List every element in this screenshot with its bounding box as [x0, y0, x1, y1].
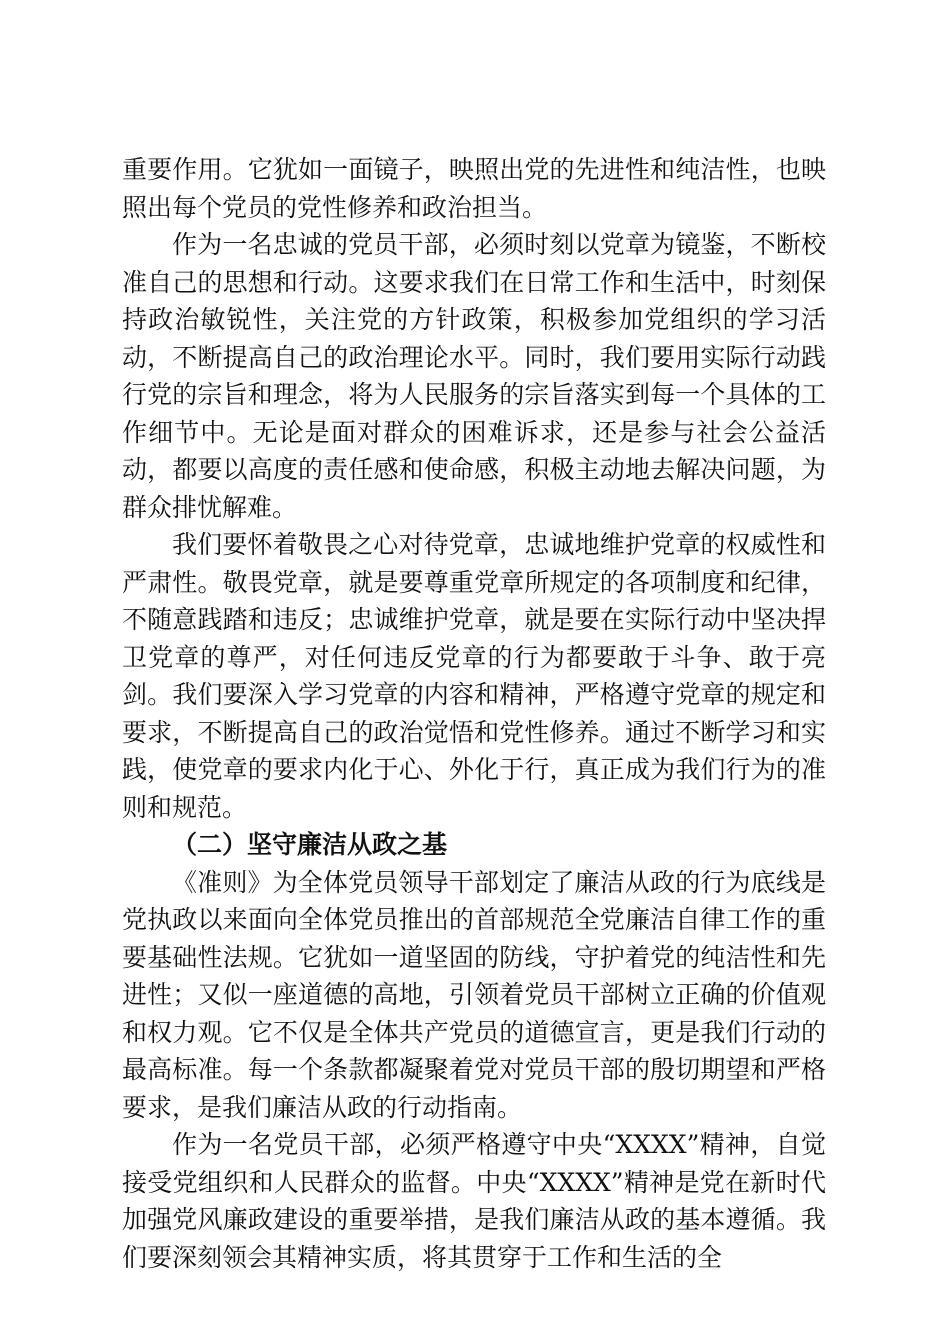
paragraph-guidelines: 《准则》为全体党员领导干部划定了廉洁从政的行为底线是党执政以来面向全体党员推出的首部规范全党廉洁自律工作的重要基础性法规。它犹如一道坚固的防线，守护着党的纯洁性和先进性；又似一座道德的高地，引领着党员干部树立正确的价值观和权力观。它不仅是全体共产党员的道德宣言，更是我们行动的最高标准。每一个条款都凝聚着党对党员干部的殷切期望和严格要求，是我们廉洁从政的行动指南。 [122, 867, 826, 1122]
document-page [122, 151, 826, 1276]
paragraph-respect-constitution: 我们要怀着敬畏之心对待党章，忠诚地维护党章的权威性和严肃性。敬畏党章，就是要尊重党章所规定的各项制度和纪律，不随意践踏和违反；忠诚维护党章，就是要在实际行动中坚决捍卫党章的尊严，对任何违反党章的行为都要敢于斗争、敢于亮剑。我们要深入学习党章的内容和精神，严格遵守党章的规定和要求，不断提高自己的政治觉悟和党性修养。通过不断学习和实践，使党章的要求内化于心、外化于行，真正成为我们行为的准则和规范。 [122, 530, 826, 822]
paragraph-continuation: 重要作用。它犹如一面镜子，映照出党的先进性和纯洁性，也映照出每个党员的党性修养和政治担当。 [122, 155, 826, 222]
section-heading: （二）坚守廉洁从政之基 [172, 830, 448, 859]
paragraph-central-spirit: 作为一名党员干部，必须严格遵守中央“XXXX”精神，自觉接受党组织和人民群众的监督。中央“XXXX”精神是党在新时代加强党风廉政建设的重要举措，是我们廉洁从政的基本遵循。我们要深刻领会其精神实质，将其贯穿于工作和生活的全 [122, 1130, 826, 1272]
paragraph-party-constitution-mirror: 作为一名忠诚的党员干部，必须时刻以党章为镜鉴，不断校准自己的思想和行动。这要求我们在日常工作和生活中，时刻保持政治敏锐性，关注党的方针政策，积极参加党组织的学习活动，不断提高自己的政治理论水平。同时，我们要用实际行动践行党的宗旨和理念，将为人民服务的宗旨落实到每一个具体的工作细节中。无论是面对群众的困难诉求，还是参与社会公益活动，都要以高度的责任感和使命感，积极主动地去解决问题，为群众排忧解难。 [122, 230, 826, 522]
